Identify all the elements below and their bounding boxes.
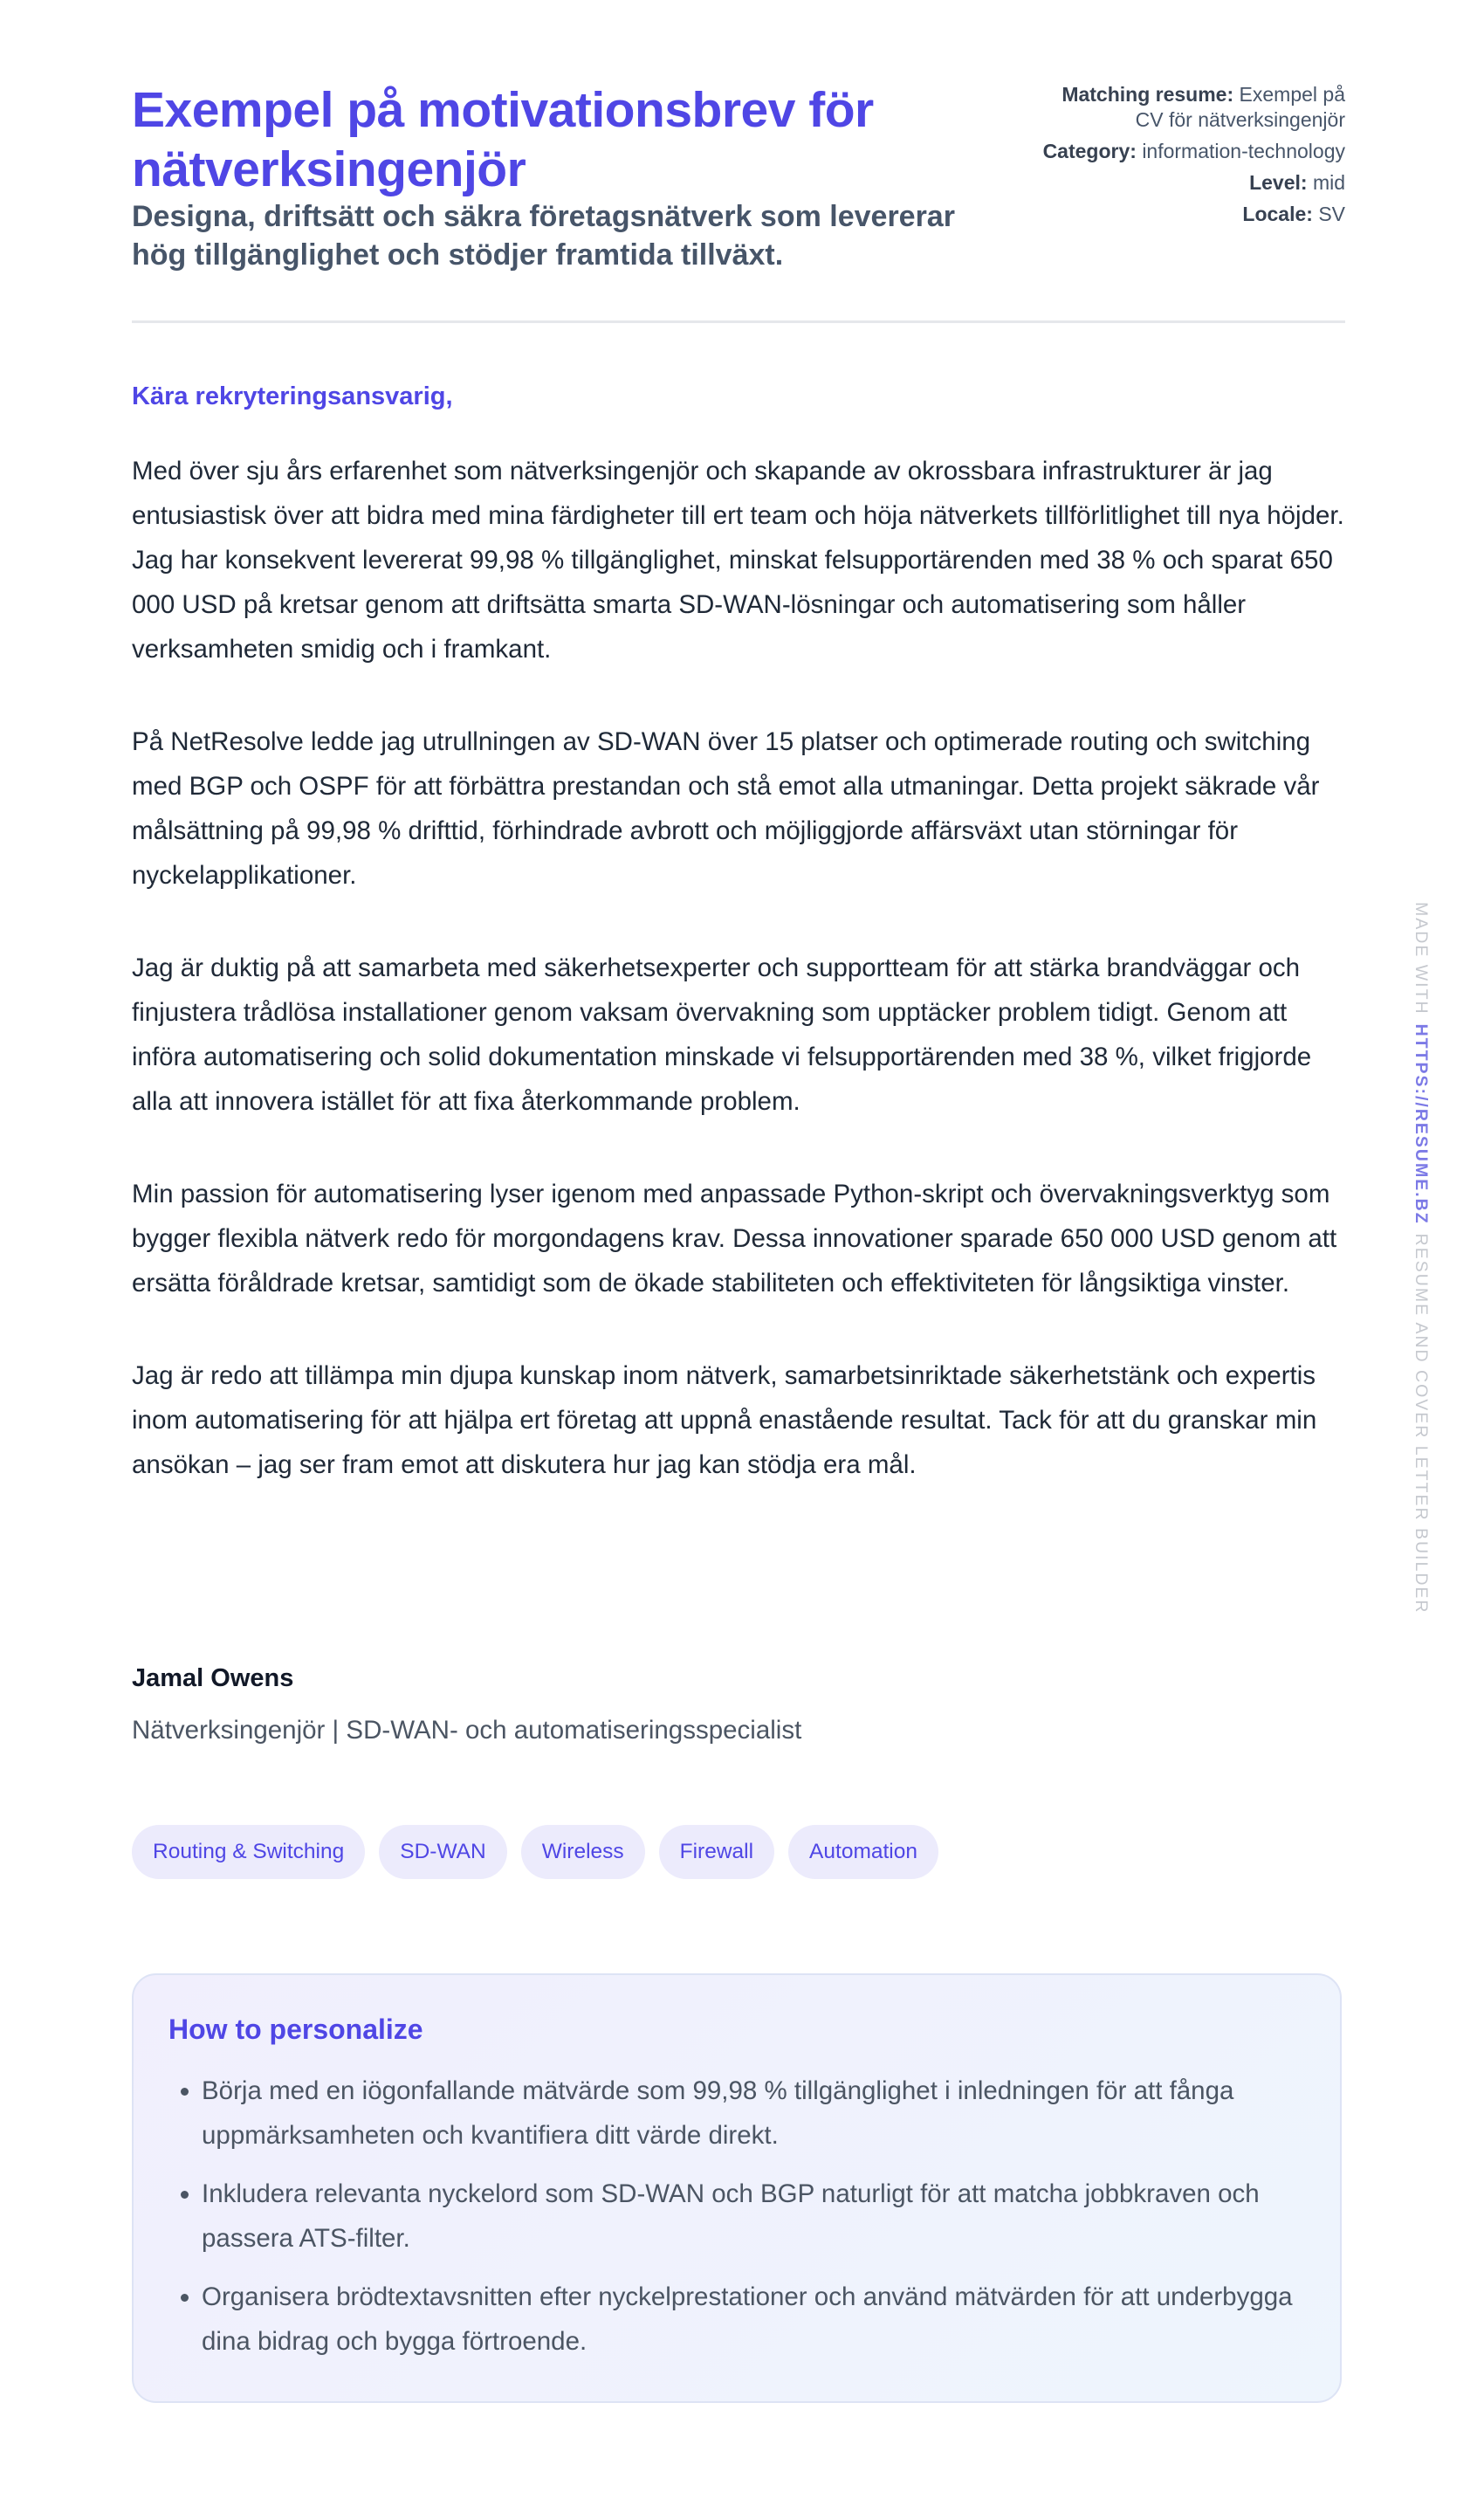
meta-info <box>1031 82 1345 233</box>
paragraph: Jag är duktig på att samarbeta med säkerhetsexperter och supportteam för att stärka brandväggar och finjustera trådlösa installationer genom vaksam övervakning som upptäcker problem tidigt. Genom att införa automatisering och solid dokumentation minskade vi felsupportärenden med 38 %, vilket frigjorde alla att innovera istället för att fixa återkommande problem. <box>132 953 1312 1116</box>
skill-tags <box>132 1825 938 1879</box>
meta-value: Exempel på CV för nätverksingenjör <box>1135 83 1345 131</box>
meta-locale <box>1031 202 1345 227</box>
skill-tag: Routing & Switching <box>132 1825 365 1879</box>
paragraph: Jag är redo att tillämpa min djupa kunskap inom nätverk, samarbetsinriktade säkerhetstänk och expertis inom automatisering för att hjälpa ert företag att uppnå enastående resultat. Tack för att du granskar min ansökan – jag ser fram emot att diskutera hur jag kan stödja era mål. <box>132 1361 1317 1479</box>
meta-matching-resume <box>1031 82 1345 133</box>
skill-tag: SD-WAN <box>379 1825 506 1879</box>
meta-category <box>1031 139 1345 164</box>
tip-item: • Inkludera relevanta nyckelord som SD-WAN och BGP naturligt för att matcha jobbkraven och passera ATS-filter. <box>202 2172 1305 2261</box>
skill-tag: Automation <box>788 1825 938 1879</box>
meta-label: Level: <box>1249 171 1308 194</box>
signature-title: Nätverksingenjör | SD-WAN- och automatiseringsspecialist <box>132 1716 802 1745</box>
tip-item: • Organisera brödtextavsnitten efter nyckelprestationer och använd mätvärden för att underbygga dina bidrag och bygga förtroende. <box>202 2275 1305 2364</box>
paragraph: Med över sju års erfarenhet som nätverksingenjör och skapande av okrossbara infrastrukturer är jag entusiastisk över att bidra med mina färdigheter till ert team och höja nätverkets tillförlitlighet till nya höjder. Jag har konsekvent levererat 99,98 % tillgänglighet, minskat felsupportärenden med 38 % och sparat 650 000 USD på kretsar genom att driftsätta smarta SD-WAN-lösningar och automatisering som håller verksamheten smidig och i framkant. <box>132 457 1344 664</box>
meta-label: Category: <box>1042 140 1137 162</box>
tip-item: • Börja med en iögonfallande mätvärde som 99,98 % tillgänglighet i inledningen för att fånga uppmärksamheten och kvantifiera ditt värde direkt. <box>202 2069 1305 2158</box>
meta-label: Locale: <box>1242 203 1313 225</box>
meta-value: SV <box>1318 203 1345 225</box>
watermark-suffix: RESUME AND COVER LETTER BUILDER <box>1412 1233 1431 1614</box>
tips-list <box>168 2069 1305 2364</box>
signature-name: Jamal Owens <box>132 1664 294 1692</box>
skill-tag: Wireless <box>521 1825 645 1879</box>
cover-letter-page <box>132 0 1345 2356</box>
meta-label: Matching resume: <box>1061 83 1234 106</box>
header <box>132 0 1345 323</box>
letter-body <box>132 449 1354 1535</box>
skill-tag: Firewall <box>659 1825 774 1879</box>
watermark-text <box>1411 902 1431 1614</box>
meta-value: mid <box>1312 171 1345 194</box>
page-title: Exempel på motivationsbrev för nätverksingenjör <box>132 82 874 197</box>
watermark-prefix: MADE WITH <box>1412 902 1431 1015</box>
meta-value: information-technology <box>1142 140 1345 162</box>
greeting: Kära rekryteringsansvarig, <box>132 382 453 410</box>
paragraph: Min passion för automatisering lyser igenom med anpassade Python-skript och övervakningsverktyg som bygger flexibla nätverk redo för morgondagens krav. Dessa innovationer sparade 650 000 USD genom att ersätta föråldrade kretsar, samtidigt som de ökade stabiliteten och effektiviteten för långsiktiga vinster. <box>132 1180 1337 1298</box>
page-subtitle: Designa, driftsätt och säkra företagsnätverk som levererar hög tillgänglighet och stödjer framtida tillväxt. <box>132 200 955 272</box>
paragraph: På NetResolve ledde jag utrullningen av SD-WAN över 15 platser och optimerade routing och switching med BGP och OSPF för att förbättra prestandan och stå emot alla utmaningar. Detta projekt säkrade vår målsättning på 99,98 % drifttid, förhindrade avbrott och möjliggjorde affärsväxt utan störningar för nyckelapplikationer. <box>132 727 1320 890</box>
watermark <box>1405 902 1431 1614</box>
watermark-link[interactable]: HTTPS://RESUME.BZ <box>1412 1023 1431 1225</box>
tips-heading: How to personalize <box>168 2014 423 2045</box>
personalize-tips-box <box>132 1973 1342 2403</box>
meta-level <box>1031 170 1345 196</box>
